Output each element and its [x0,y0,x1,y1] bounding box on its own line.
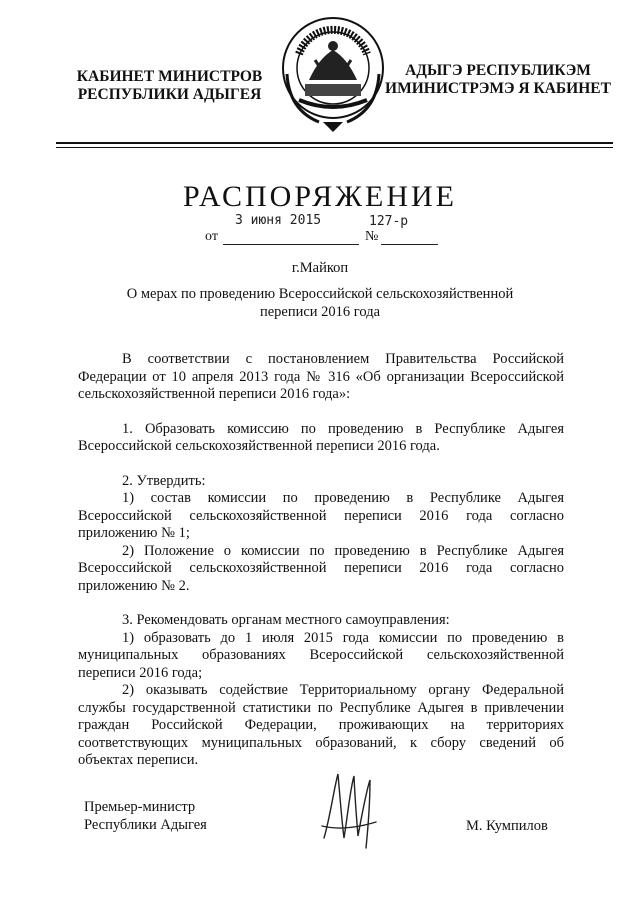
city: г.Майкоп [291,260,349,276]
paragraph-item-3-2: 2) оказывать содействие Территориальному органу Федеральной службы государственной статистики по Республике Адыгея в привлечении граждан Российской Федерации, проживающих на территориях соответствующих муниципальных образований, к сбору сведений об объектах переписи. [78,682,564,768]
paragraph-item-2-2: 2) Положение о комиссии по проведению в Республике Адыгея Всероссийской сельскохозяйственной переписи 2016 года согласно приложению № 2. [78,542,564,594]
issuer-line-2: РЕСПУБЛИКИ АДЫГЕЯ [77,86,262,103]
date-underline [223,244,359,245]
document-subject [100,285,540,321]
issuer-name-russian [62,68,277,104]
date-value: 3 июня 2015 [235,213,322,228]
header-rule-thick [56,142,613,144]
signatory-position [84,798,207,834]
issuer-adyghe-line-1: АДЫГЭ РЕСПУБЛИКЭМ [405,62,591,79]
signatory-name: М. Кумпилов [466,818,548,834]
paragraph-preamble: В соответствии с постановлением Правительства Российской Федерации от 10 апреля 2013 года № 316 «Об организации Всероссийской сельскохозяйственной переписи 2016 года»: [78,351,564,402]
paragraph-item-3-1: 1) образовать до 1 июля 2015 года комиссии по проведению в муниципальных образованиях Всероссийской сельскохозяйственной переписи 2016 года; [78,629,564,681]
header-rule-thin [56,147,613,148]
coat-of-arms-seal [279,14,387,134]
subject-line-2: переписи 2016 года [259,304,381,320]
signatory-position-line-1: Премьер-министр [84,799,196,815]
date-prefix: от [205,229,218,244]
issuer-adyghe-line-2: ИМИНИСТРЭМЭ Я КАБИНЕТ [385,80,611,97]
paragraph-item-1: 1. Образовать комиссию по проведению в Республике Адыгея Всероссийской сельскохозяйственной переписи 2016 года. [78,420,564,454]
document-title: РАСПОРЯЖЕНИЕ [182,180,458,213]
paragraph-item-2: 2. Утвердить: [122,472,206,489]
date-number-row [205,213,465,245]
document-body [78,351,564,770]
number-prefix: № [365,229,379,244]
number-value: 127-р [369,214,409,229]
paragraph-item-2-1: 1) состав комиссии по проведению в Республике Адыгея Всероссийской сельскохозяйственной переписи 2016 года согласно приложению № 1; [78,490,564,541]
subject-line-1: О мерах по проведению Всероссийской сельскохозяйственной [126,286,514,302]
handwritten-signature [320,768,378,856]
issuer-name-adyghe [383,62,613,98]
signatory-position-line-2: Республики Адыгея [84,817,207,833]
issuer-line-1: КАБИНЕТ МИНИСТРОВ [76,68,263,85]
number-underline [381,244,438,245]
paragraph-item-3: 3. Рекомендовать органам местного самоуправления: [122,612,450,628]
